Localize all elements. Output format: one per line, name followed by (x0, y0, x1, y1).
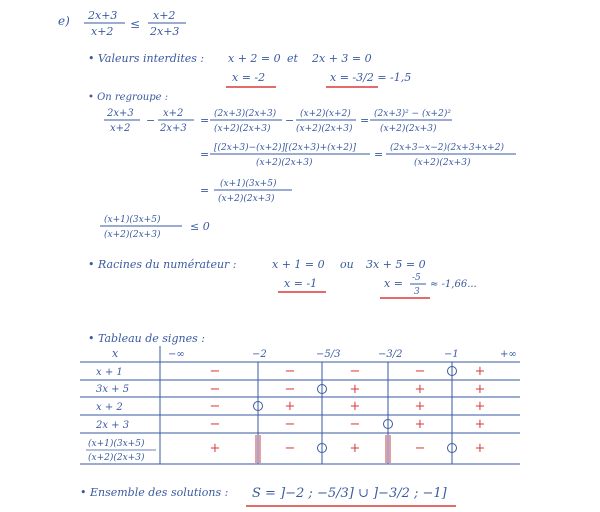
forbidden-eq1: x + 2 = 0 (228, 52, 281, 65)
sign-mark-r1-c4: + (474, 382, 486, 397)
sign-mark-r2-c4: + (474, 399, 486, 414)
result-sign-c3: − (414, 441, 426, 456)
regroup-eq2: = (360, 114, 370, 127)
row-label-result-den: (x+2)(2x+3) (88, 453, 145, 463)
col-minus-inf: −∞ (168, 349, 185, 360)
ineq-den: (x+2)(2x+3) (104, 230, 161, 240)
roots-sol2-prefix: x = (384, 277, 403, 290)
sign-table (80, 346, 520, 464)
solution-heading: • Ensemble des solutions : (80, 486, 229, 499)
roots-sol2-num: -5 (412, 273, 421, 283)
regroup-t2-num: x+2 (163, 108, 184, 119)
roots-or: ou (340, 258, 354, 271)
row-label-result-num: (x+1)(3x+5) (88, 439, 145, 449)
roots-sol2-den: 3 (414, 287, 420, 297)
regroup-t1-den: x+2 (110, 123, 131, 134)
regroup-minus: − (146, 114, 156, 127)
regroup-s2a-den: (x+2)(2x+3) (256, 158, 313, 168)
sign-mark-r0-c1: − (284, 364, 296, 379)
regroup-s2a-num: [(2x+3)−(x+2)][(2x+3)+(x+2)] (214, 143, 357, 153)
sign-mark-r0-c3: − (414, 364, 426, 379)
sign-mark-r2-c0: − (209, 399, 221, 414)
problem-rhs-den: 2x+3 (150, 25, 180, 38)
sign-mark-r3-c4: + (474, 417, 486, 432)
roots-heading: • Racines du numérateur : (88, 258, 237, 271)
regroup-s2b-den: (x+2)(2x+3) (414, 158, 471, 168)
sign-mark-r3-c0: − (209, 417, 221, 432)
sign-mark-r3-c2: − (349, 417, 361, 432)
sign-mark-r3-c1: − (284, 417, 296, 432)
regroup-eq3: = (200, 148, 210, 161)
regroup-heading: • On regroupe : (88, 92, 169, 103)
regroup-s1b-num: (x+2)(x+2) (300, 109, 351, 119)
roots-eq1: x + 1 = 0 (272, 258, 325, 271)
forbidden-heading: • Valeurs interdites : (88, 52, 205, 65)
regroup-s1c-den: (x+2)(2x+3) (380, 124, 437, 134)
sign-mark-r1-c3: + (414, 382, 426, 397)
forbidden-sol2: x = -3/2 = -1,5 (330, 71, 412, 84)
regroup-t2-den: 2x+3 (160, 123, 187, 134)
sign-mark-r0-c0: − (209, 364, 221, 379)
sign-mark-r1-c0: − (209, 382, 221, 397)
sign-mark-r3-c3: + (414, 417, 426, 432)
forbidden-sol1: x = -2 (232, 71, 266, 84)
regroup-eq5: = (200, 184, 210, 197)
regroup-s1a-num: (2x+3)(2x+3) (214, 109, 277, 119)
roots-sol1: x = -1 (284, 277, 318, 290)
roots-sol2-approx: ≈ -1,66... (430, 279, 477, 290)
regroup-s3-num: (x+1)(3x+5) (220, 179, 277, 189)
problem-rel: ≤ (130, 17, 141, 31)
row-label-x-plus-1: x + 1 (96, 367, 123, 378)
result-sign-c0: + (209, 441, 221, 456)
sign-mark-r1-c2: + (349, 382, 361, 397)
sign-mark-r2-c2: + (349, 399, 361, 414)
col-plus-inf: +∞ (500, 349, 517, 360)
sign-marks (210, 362, 486, 464)
col-minus-1: −1 (444, 349, 459, 360)
row-label-2x-plus-3: 2x + 3 (96, 420, 130, 431)
result-sign-c1: − (284, 441, 296, 456)
forbidden-eq2: 2x + 3 = 0 (312, 52, 372, 65)
regroup-t1-num: 2x+3 (107, 108, 134, 119)
problem-lhs-num: 2x+3 (88, 9, 118, 22)
table-heading: • Tableau de signes : (88, 332, 205, 345)
regroup-eq4: = (374, 148, 384, 161)
col-minus-3-2: −3/2 (378, 349, 403, 360)
result-sign-c4: + (474, 441, 486, 456)
regroup-s2b-num: (2x+3−x−2)(2x+3+x+2) (390, 143, 504, 153)
ineq-num: (x+1)(3x+5) (104, 215, 161, 225)
row-label-x-plus-2: x + 2 (96, 402, 123, 413)
col-minus-2: −2 (252, 349, 267, 360)
regroup-s3-den: (x+2)(2x+3) (218, 194, 275, 204)
regroup-s1a-den: (x+2)(2x+3) (214, 124, 271, 134)
problem-label: e) (58, 14, 70, 28)
roots-eq2: 3x + 5 = 0 (366, 258, 426, 271)
row-label-3x-plus-5: 3x + 5 (96, 384, 130, 395)
regroup-s1b-den: (x+2)(2x+3) (296, 124, 353, 134)
table-var: x (112, 347, 119, 360)
regroup-minus2: − (285, 114, 295, 127)
sign-mark-r2-c1: + (284, 399, 296, 414)
problem-lhs-den: x+2 (91, 25, 114, 38)
problem-rhs-num: x+2 (153, 9, 176, 22)
col-minus-5-3: −5/3 (316, 349, 341, 360)
sign-mark-r0-c4: + (474, 364, 486, 379)
sign-mark-r1-c1: − (284, 382, 296, 397)
solution-set: S = ]−2 ; −5/3] ∪ ]−3/2 ; −1] (252, 486, 447, 501)
sign-mark-r0-c2: − (349, 364, 361, 379)
result-sign-c2: + (349, 441, 361, 456)
sign-mark-r2-c3: + (414, 399, 426, 414)
regroup-eq1: = (200, 114, 210, 127)
forbidden-and: et (287, 52, 298, 65)
regroup-s1c-num: (2x+3)² − (x+2)² (374, 109, 451, 119)
ineq-rel: ≤ 0 (190, 220, 210, 233)
